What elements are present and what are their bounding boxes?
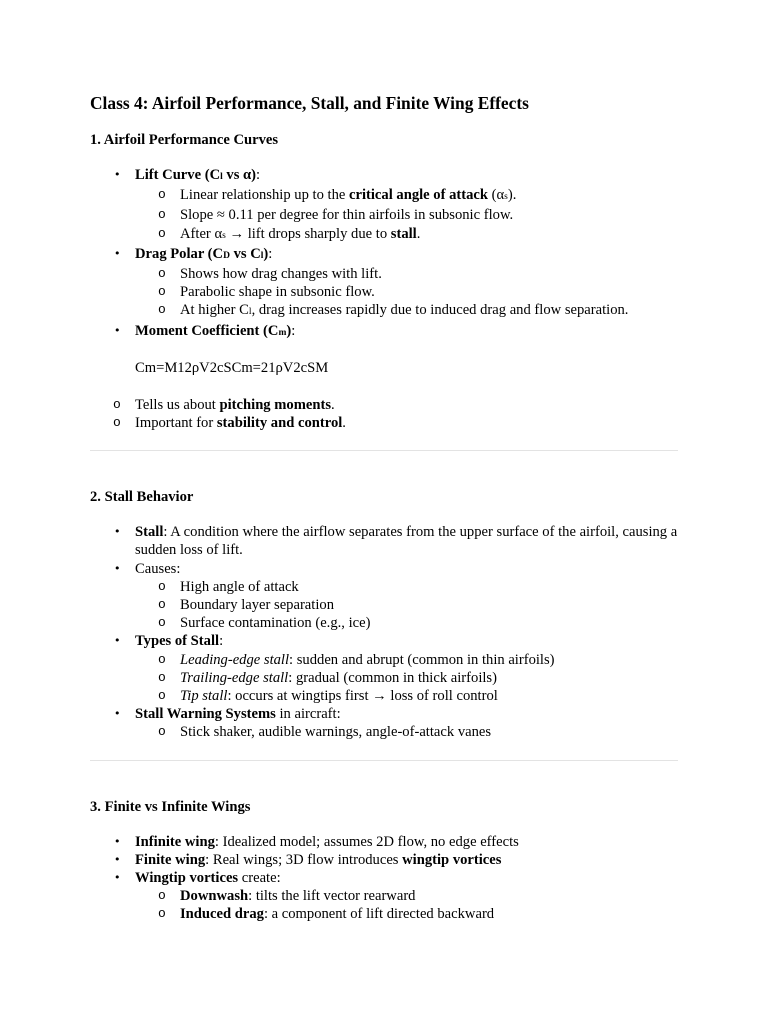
lift-curve-sublist — [135, 186, 678, 245]
finite-wings-list — [90, 833, 678, 924]
list-item: o Linear relationship up to the critical angle of attack (αs). — [135, 186, 678, 206]
list-item-drag-polar: • Drag Polar (CD vs Cl): o Shows how drag changes with lift. o Parabolic shape in subsonic flow. o At higher Cl, drag increases rapidly due to induced drag and flow separation. — [90, 245, 678, 322]
list-item-moment-coefficient: • Moment Coefficient (Cm): — [90, 322, 678, 342]
list-item: o Stick shaker, audible warnings, angle-of-attack vanes — [135, 723, 678, 741]
section-heading-stall-behavior: 2. Stall Behavior — [90, 489, 194, 506]
moment-coefficient-label: Moment Coefficient (Cm) — [135, 322, 292, 339]
list-item: o Parabolic shape in subsonic flow. — [135, 283, 678, 301]
page-title: Class 4: Airfoil Performance, Stall, and Finite Wing Effects — [90, 93, 529, 113]
causes-sublist — [135, 578, 678, 633]
list-item-stall-warning: • Stall Warning Systems in aircraft: o Stick shaker, audible warnings, angle-of-attack vanes — [90, 705, 678, 741]
lift-curve-label: Lift Curve (Cl vs α) — [135, 167, 257, 183]
moment-sublist — [90, 396, 678, 432]
list-item: o After αs → lift drops sharply due to stall. — [135, 225, 678, 245]
drag-polar-label: Drag Polar (CD vs Cl) — [135, 245, 269, 262]
list-item: o Shows how drag changes with lift. — [135, 265, 678, 283]
section-divider — [90, 450, 678, 451]
list-item-finite-wing: • Finite wing: Real wings; 3D flow introduces wingtip vortices — [90, 851, 678, 869]
vortices-sublist — [135, 887, 678, 923]
section-divider — [90, 760, 678, 761]
moment-formula: Cm=M12ρV2cSCm=21ρV2cSM — [135, 359, 329, 376]
list-item: o Boundary layer separation — [135, 596, 678, 614]
list-item: o High angle of attack — [135, 578, 678, 596]
list-item-stall: • Stall: A condition where the airflow separates from the upper surface of the airfoil, causing a sudden loss of lift. — [90, 523, 678, 559]
list-item: o Induced drag: a component of lift directed backward — [135, 905, 678, 923]
list-item: o Surface contamination (e.g., ice) — [135, 614, 678, 632]
list-item: o Important for stability and control. — [90, 414, 678, 432]
list-item-wingtip-vortices: • Wingtip vortices create: o Downwash: tilts the lift vector rearward o Induced drag: a component of lift directed backward — [90, 869, 678, 924]
list-item-infinite-wing: • Infinite wing: Idealized model; assumes 2D flow, no edge effects — [90, 833, 678, 851]
document-page — [90, 92, 678, 924]
list-item-lift-curve: • Lift Curve (Cl vs α): o Linear relationship up to the critical angle of attack (αs). o Slope ≈ 0.11 per degree for thin airfoils in subsonic flow. o After αs → lift drops sharply due to stall. — [90, 166, 678, 245]
list-item: o Tip stall: occurs at wingtips first → loss of roll control — [135, 687, 678, 705]
list-item: o Slope ≈ 0.11 per degree for thin airfoils in subsonic flow. — [135, 206, 678, 224]
list-item: o Leading-edge stall: sudden and abrupt (common in thin airfoils) — [135, 651, 678, 669]
list-item-types-of-stall: • Types of Stall: o Leading-edge stall: sudden and abrupt (common in thin airfoils) o Trailing-edge stall: gradual (common in thick airfoils) o Tip stall: occurs at wingtips first → loss of roll control — [90, 632, 678, 705]
airfoil-performance-list — [90, 166, 678, 342]
warning-sublist — [135, 723, 678, 741]
list-item: o Tells us about pitching moments. — [90, 396, 678, 414]
list-item: o Trailing-edge stall: gradual (common in thick airfoils) — [135, 669, 678, 687]
section-heading-airfoil-performance: 1. Airfoil Performance Curves — [90, 132, 279, 148]
list-item-causes: • Causes: o High angle of attack o Boundary layer separation o Surface contamination (e.g., ice) — [90, 560, 678, 633]
stall-behavior-list — [90, 523, 678, 741]
types-sublist — [135, 651, 678, 706]
list-item: o At higher Cl, drag increases rapidly due to induced drag and flow separation. — [135, 301, 678, 321]
drag-polar-sublist — [135, 265, 678, 322]
list-item: o Downwash: tilts the lift vector rearward — [135, 887, 678, 905]
section-heading-finite-wings: 3. Finite vs Infinite Wings — [90, 798, 251, 815]
